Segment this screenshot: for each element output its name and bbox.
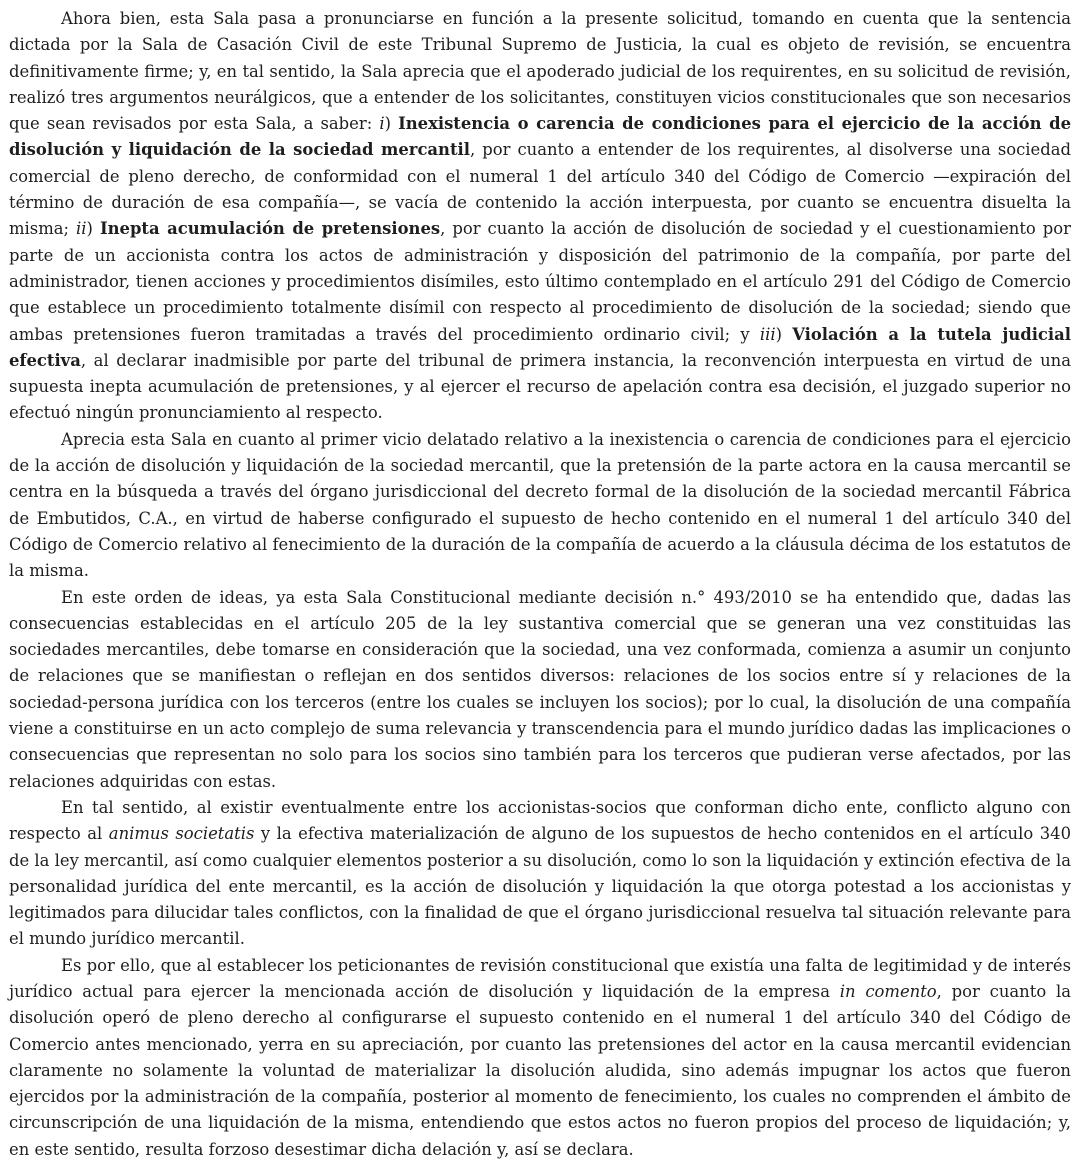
paragraph-4 <box>9 795 1071 953</box>
paragraph-3 <box>9 585 1071 795</box>
body-text: , por cuanto la disolución operó de pleno derecho al configurarse el supuesto contenido en el numeral 1 del artículo 340 del Código de Comercio antes mencionado, yerra en su apreciación, por cuanto las pretensiones del actor en la causa mercantil evidencian claramente no solamente la voluntad de materializar la disolución aludida, sino además impugnar los actos que fueron ejercidos por la administración de la compañía, posterior al momento de fenecimiento, los cuales no comprenden el ámbito de circunscripción de una liquidación de la misma, entendiendo que estos actos no fueron propios del proceso de liquidación; y, en este sentido, resulta forzoso desestimar dicha delación y, así se declara. <box>9 981 1071 1159</box>
body-text: , por cuanto la acción de disolución de sociedad y el cuestionamiento por parte de un accionista contra los actos de administración y disposición del patrimonio de la compañía, por parte del administrador, tienen acciones y procedimientos disímiles, esto último contemplado en el artículo 291 del Código de Comercio que establece un procedimiento totalmente disímil con respecto al procedimiento de disolución de la sociedad; siendo que ambas pretensiones fueron tramitadas a través del procedimiento ordinario civil; y <box>9 219 1071 344</box>
paragraph-2 <box>9 427 1071 585</box>
italic-text: ii <box>76 219 87 239</box>
body-text: , al declarar inadmisible por parte del tribunal de primera instancia, la reconvención interpuesta en virtud de una supuesta inepta acumulación de pretensiones, y al ejercer el recurso de apelación contra esa decisión, el juzgado superior no efectuó ningún pronunciamiento al respecto. <box>9 350 1071 423</box>
italic-text: iii <box>759 324 776 344</box>
bold-heading-text: Inepta acumulación de pretensiones <box>99 219 441 239</box>
body-text: En tal sentido, al existir eventualmente entre los accionistas-socios que conforman dicho ente, conflicto alguno con respecto al <box>9 797 1071 844</box>
italic-text: animus societatis <box>108 824 255 844</box>
italic-text: i <box>379 114 385 134</box>
body-text: , por cuanto a entender de los requirentes, al disolverse una sociedad comercial de pleno derecho, de conformidad con el numeral 1 del artículo 340 del Código de Comercio —expiración del término de duración de esa compañía—, se vacía de contenido la acción interpuesta, por cuanto se encuentra disuelta la misma; <box>9 140 1071 239</box>
bold-heading-text: Inexistencia o carencia de condiciones para el ejercicio de la acción de disolución y liquidación de la sociedad mercantil <box>9 114 1072 160</box>
body-text: Ahora bien, esta Sala pasa a pronunciarse en función a la presente solicitud, tomando en cuenta que la sentencia dictada por la Sala de Casación Civil de este Tribunal Supremo de Justicia, la cual es objeto de revisión, se encuentra definitivamente firme; y, en tal sentido, la Sala aprecia que el apoderado judicial de los requirentes, en su solicitud de revisión, realizó tres argumentos neurálgicos, que a entender de los solicitantes, constituyen vicios constitucionales que son necesarios que sean revisados por esta Sala, a saber: <box>9 9 1071 134</box>
body-text: Aprecia esta Sala en cuanto al primer vicio delatado relativo a la inexistencia o carencia de condiciones para el ejercicio de la acción de disolución y liquidación de la sociedad mercantil, que la pretensión de la parte actora en la causa mercantil se centra en la búsqueda a través del órgano jurisdiccional del decreto formal de la disolución de la sociedad mercantil Fábrica de Embutidos, C.A., en virtud de haberse configurado el supuesto de hecho contenido en el numeral 1 del artículo 340 del Código de Comercio relativo al fenecimiento de la duración de la compañía de acuerdo a la cláusula décima de los estatutos de la misma. <box>9 429 1071 581</box>
body-text: En este orden de ideas, ya esta Sala Constitucional mediante decisión n.° 493/2010 se ha entendido que, dadas las consecuencias establecidas en el artículo 205 de la ley sustantiva comercial que se generan una vez constituidas las sociedades mercantiles, debe tomarse en consideración que la sociedad, una vez conformada, comienza a asumir un conjunto de relaciones que se manifiestan o reflejan en dos sentidos diversos: relaciones de los socios entre sí y relaciones de la sociedad-persona jurídica con los terceros (entre los cuales se incluyen los socios); por lo cual, la disolución de una compañía viene a constituirse en un acto complejo de suma relevancia y transcendencia para el mundo jurídico dadas las implicaciones o consecuencias que representan no solo para los socios sino también para los terceros que pudieran verse afectados, por las relaciones adquiridas con estas. <box>9 587 1071 791</box>
bold-heading-text: Violación a la tutela judicial efectiva <box>9 324 1071 370</box>
paragraph-1 <box>9 6 1071 427</box>
body-text: Es por ello, que al establecer los peticionantes de revisión constitucional que existía una falta de legitimidad y de interés jurídico actual para ejercer la mencionada acción de disolución y liquidación de la empresa <box>9 955 1071 1001</box>
body-text: ) <box>86 219 100 239</box>
body-text: ) <box>775 324 793 344</box>
body-text: y la efectiva materialización de alguno de los supuestos de hecho contenidos en el artículo 340 de la ley mercantil, así como cualquier elementos posterior a su disolución, como lo son la liquidación y extinción efectiva de la personalidad jurídica del ente mercantil, es la acción de disolución y liquidación la que otorga potestad a los accionistas y legitimados para dilucidar tales conflictos, con la finalidad de que el órgano jurisdiccional resuelva tal situación relevante para el mundo jurídico mercantil. <box>9 824 1072 949</box>
italic-text: in comento <box>839 981 937 1001</box>
body-text: ) <box>384 114 399 134</box>
paragraph-5 <box>9 953 1071 1163</box>
